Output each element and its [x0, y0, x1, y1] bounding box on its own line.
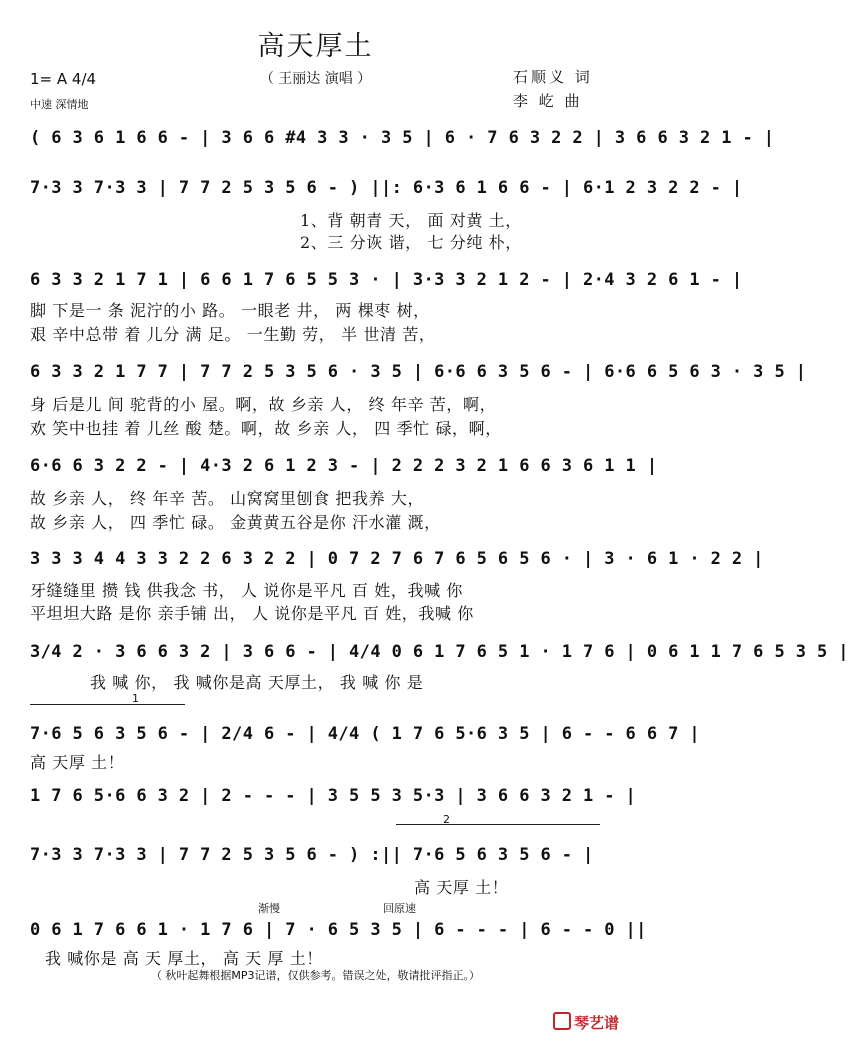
score-row: 3/4 2 · 3 6 6 3 2 | 3 6 6 - | 4/4 0 6 1 7 6 5 1 · 1 7 6 | 0 6 1 1 7 6 5 3 5 |	[30, 642, 849, 662]
composer-credit: 李 屹 曲	[513, 92, 583, 110]
score-row: 6 3 3 2 1 7 7 | 7 7 2 5 3 5 6 · 3 5 | 6·6 6 3 5 6 - | 6·6 6 5 6 3 · 3 5 |	[30, 362, 807, 382]
lyric-line: 脚 下是一 条 泥泞的小 路。 一眼老 井， 两 棵枣 树，	[30, 301, 430, 320]
singer-credit: （ 王丽达 演唱 ）	[259, 71, 372, 87]
lyric-line: 我 喊你是 高 天 厚土， 高 天 厚 土！	[45, 949, 323, 968]
score-row: 6·6 6 3 2 2 - | 4·3 2 6 1 2 3 - | 2 2 2 3 2 1 6 6 3 6 1 1 |	[30, 456, 658, 476]
volta-number: 1	[132, 692, 139, 705]
lyric-line: 牙缝缝里 攒 钱 供我念 书， 人 说你是平凡 百 姓，我喊 你	[30, 581, 463, 600]
transcription-note: （ 秋叶起舞根据MP3记谱，仅供参考。错误之处，敬请批评指正。）	[150, 969, 481, 982]
lyric-line: 2、三 分诙 谐， 七 分纯 朴，	[300, 233, 522, 252]
lyric-line: 1、背 朝青 天， 面 对黄 土，	[300, 211, 522, 230]
score-row: 7·6 5 6 3 5 6 - | 2/4 6 - | 4/4 ( 1 7 6 5·6 3 5 | 6 - - 6 6 7 |	[30, 724, 700, 744]
lyric-line: 高 天厚 土！	[414, 878, 509, 897]
score-row: 6 3 3 2 1 7 1 | 6 6 1 7 6 5 5 3 · | 3·3 3 2 1 2 - | 2·4 3 2 6 1 - |	[30, 270, 743, 290]
lyricist-credit: 石顺义 词	[513, 68, 593, 86]
score-row: ( 6 3 6 1 6 6 - | 3 6 6 #4 3 3 · 3 5 | 6 · 7 6 3 2 2 | 3 6 6 3 2 1 - |	[30, 128, 775, 148]
lyric-line: 高 天厚 土！	[30, 753, 125, 772]
score-row: 1 7 6 5·6 6 3 2 | 2 - - - | 3 5 5 3 5·3 | 3 6 6 3 2 1 - |	[30, 786, 637, 806]
volta-number: 2	[443, 813, 450, 826]
tempo-marking: 中速 深情地	[30, 98, 89, 111]
lyric-line: 故 乡亲 人， 终 年辛 苦。 山窝窝里刨食 把我养 大，	[30, 489, 425, 508]
score-row: 7·3 3 7·3 3 | 7 7 2 5 3 5 6 - ) :|| 7·6 5 6 3 5 6 - |	[30, 845, 594, 865]
lyric-line: 欢 笑中也挂 着 儿丝 酸 楚。啊，故 乡亲 人， 四 季忙 碌，啊，	[30, 419, 502, 438]
key-signature: 1= A 4/4	[30, 70, 97, 88]
tempo-change-mark: 渐慢	[258, 902, 280, 915]
lyric-line: 故 乡亲 人， 四 季忙 碌。 金黄黄五谷是你 汗水灌 溉，	[30, 513, 441, 532]
score-row: 7·3 3 7·3 3 | 7 7 2 5 3 5 6 - ) ||: 6·3 6 1 6 6 - | 6·1 2 3 2 2 - |	[30, 178, 743, 198]
lyric-line: 我 喊 你， 我 喊你是高 天厚土， 我 喊 你 是	[90, 673, 424, 692]
tempo-change-mark: 回原速	[383, 902, 416, 915]
lyric-line: 身 后是儿 间 驼背的小 屋。啊，故 乡亲 人， 终 年辛 苦，啊，	[30, 395, 497, 414]
score-row: 0 6 1 7 6 6 1 · 1 7 6 | 7 · 6 5 3 5 | 6 - - - | 6 - - 0 ||	[30, 920, 647, 940]
lyric-line: 艰 辛中总带 着 儿分 满 足。 一生勤 劳， 半 世清 苦，	[30, 325, 436, 344]
logo-text: 琴艺谱	[573, 1014, 619, 1032]
score-row: 3 3 3 4 4 3 3 2 2 6 3 2 2 | 0 7 2 7 6 7 6 5 6 5 6 · | 3 · 6 1 · 2 2 |	[30, 549, 764, 569]
volta-bracket-line	[396, 824, 600, 825]
site-logo	[553, 1012, 619, 1033]
lyric-line: 平坦坦大路 是你 亲手铺 出， 人 说你是平凡 百 姓，我喊 你	[30, 604, 474, 623]
song-title: 高天厚土	[257, 31, 374, 62]
qinyipu-logo-icon	[553, 1012, 571, 1030]
volta-bracket-line	[30, 704, 185, 705]
